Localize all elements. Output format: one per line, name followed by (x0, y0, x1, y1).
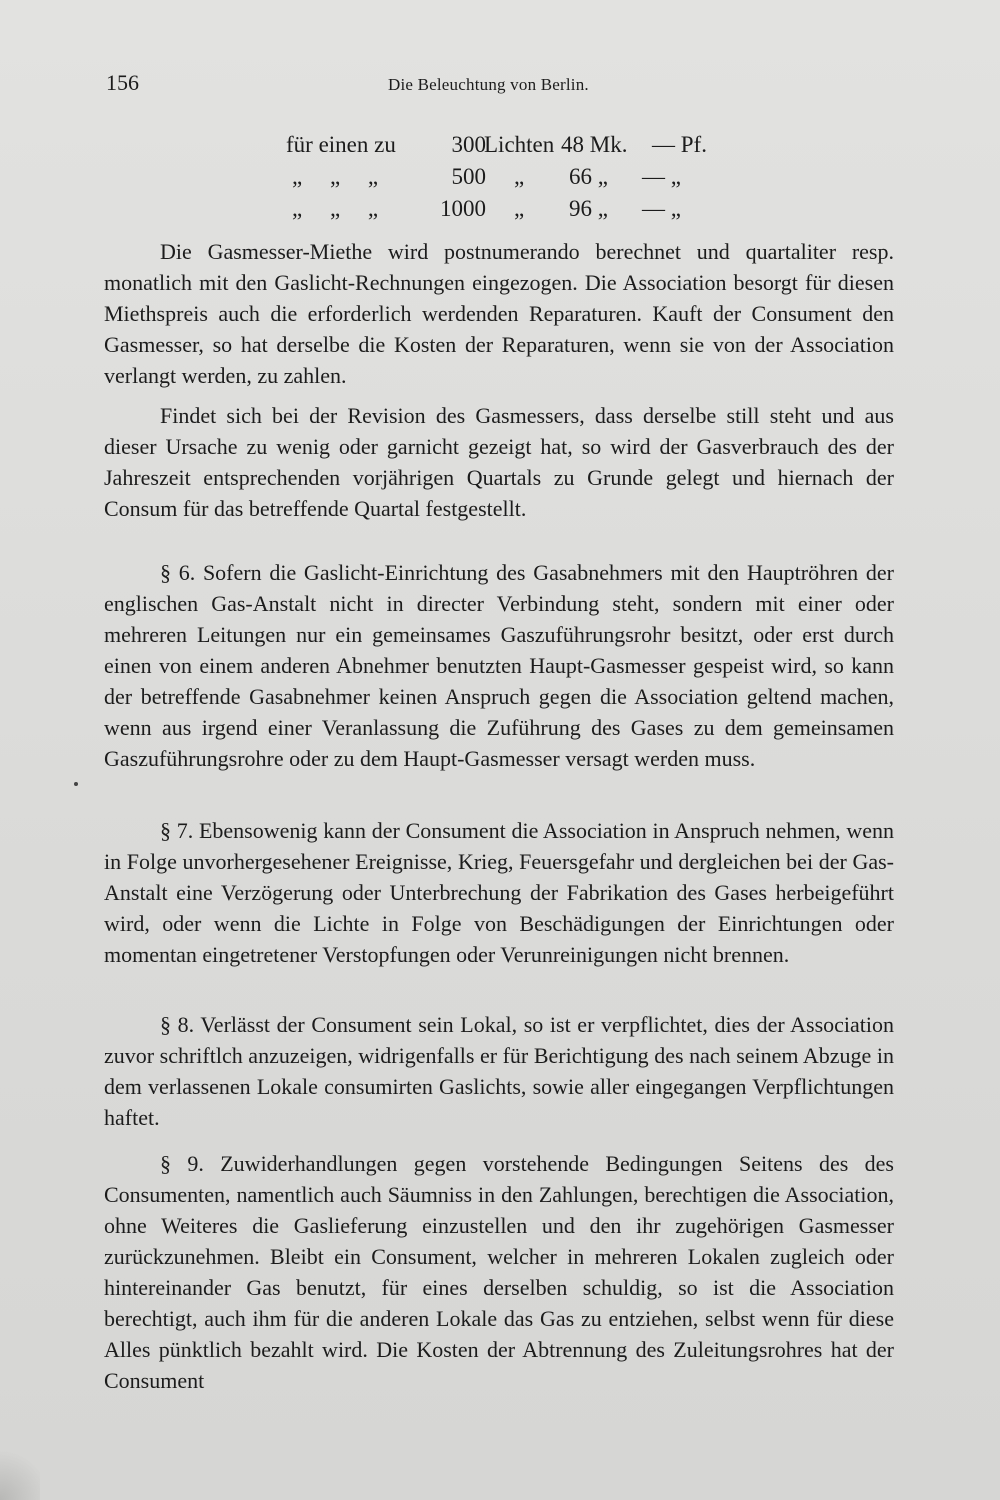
price-light-count: 300 (451, 132, 486, 157)
paragraph-meter-revision (104, 400, 894, 524)
paragraph-text: § 9. Zuwiderhandlungen gegen vorstehende Bedingungen Seitens des des Consumenten, namentlich auch Säumniss in den Zahlungen, berechtigen die Association, ohne Weiteres die Gaslieferung einzustellen und den ihr zugehörigen Gasmesser zurückzunehmen. Bleibt ein Consument, welcher in mehreren Lokalen zugleich oder hintereinander Gas benutzt, für eines derselben schuldig, so ist die Association berechtigt, auch ihm für die anderen Lokale das Gas zu entziehen, selbst wenn für diese Alles pünktlich bezahlt wird. Die Kosten der Abtrennung des Zuleitungsrohres hat der Consument (104, 1151, 894, 1393)
price-pfennig: — „ (642, 164, 681, 189)
price-mark: 48 Mk. (561, 132, 628, 157)
paragraph-section-8 (104, 1009, 894, 1133)
margin-mark (74, 782, 78, 786)
page-number: 156 (106, 70, 139, 95)
paragraph-text: § 7. Ebensowenig kann der Consument die Association in Anspruch nehmen, wenn in Folge unvorhergesehener Ereignisse, Krieg, Feuersgefahr und dergleichen bei der Gas-Anstalt eine Verzögerung oder Unterbrechung der Fabrikation des Gases herbeigeführt wird, oder wenn die Lichte in Folge von Beschädigungen der Einrichtungen oder momentan eingetretener Verstopfungen oder Verunreinigungen nicht brennen. (104, 818, 894, 967)
price-unit: Lichten (484, 132, 555, 157)
paragraph-section-7 (104, 815, 894, 970)
price-pfennig: — Pf. (652, 132, 707, 157)
paragraph-text: Die Gasmesser-Miethe wird postnumerando berechnet und quartaliter resp. monatlich mit den Gaslicht-Rechnungen eingezogen. Die Association besorgt für diesen Miethspreis auch die erforderlich werdenden Reparaturen. Kauft der Consument den Gasmesser, so hat derselbe die Kosten der Reparaturen, wenn sie von der Association verlangt werden, zu zahlen. (104, 239, 894, 388)
paragraph-text: Findet sich bei der Revision des Gasmessers, dass derselbe still steht und aus dieser Ursache zu wenig oder garnicht gezeigt hat, so wird der Gasverbrauch des der Jahreszeit entsprechenden vorjährigen Quartals zu Grunde gelegt und hiernach der Consum für das betreffende Quartal festgestellt. (104, 403, 894, 521)
price-mark: 96 „ (569, 196, 608, 221)
running-title: Die Beleuchtung von Berlin. (388, 75, 589, 94)
price-light-count: 500 (451, 164, 486, 189)
price-prefix: für einen zu (286, 132, 396, 157)
price-unit: „ (514, 196, 525, 221)
paragraph-section-9 (104, 1148, 894, 1396)
price-prefix: „ „ „ (292, 196, 379, 221)
paragraph-gasmeter-rent (104, 236, 894, 391)
paragraph-text: § 8. Verlässt der Consument sein Lokal, so ist er verpflichtet, dies der Association zuvor schriftlch anzuzeigen, widrigenfalls er für Berichtigung des nach seinem Abzuge in dem verlassenen Lokale consumirten Gaslichts, sowie aller eingegangen Verpflichtungen haftet. (104, 1012, 894, 1130)
price-unit: „ (514, 164, 525, 189)
price-pfennig: — „ (642, 196, 681, 221)
page-header (106, 70, 886, 110)
price-mark: 66 „ (569, 164, 608, 189)
paragraph-text: § 6. Sofern die Gaslicht-Einrichtung des Gasabnehmers mit den Hauptröhren der englischen Gas-Anstalt nicht in directer Verbindung steht, sondern mit einer oder mehreren Leitungen nur ein gemeinsames Gaszuführungsrohr besitzt, oder erst durch einen von einem anderen Abnehmer benutzten Haupt-Gasmesser gespeist wird, so kann der betreffende Gasabnehmer keinen Anspruch gegen die Association geltend machen, wenn aus irgend einer Veranlassung die Zuführung des Gases zu dem gemeinsamen Gaszuführungsrohre oder zu dem Haupt-Gasmesser versagt werden muss. (104, 560, 894, 771)
price-light-count: 1000 (440, 196, 486, 221)
paragraph-section-6 (104, 557, 894, 774)
price-prefix: „ „ „ (292, 164, 379, 189)
scan-shadow (0, 1440, 40, 1500)
